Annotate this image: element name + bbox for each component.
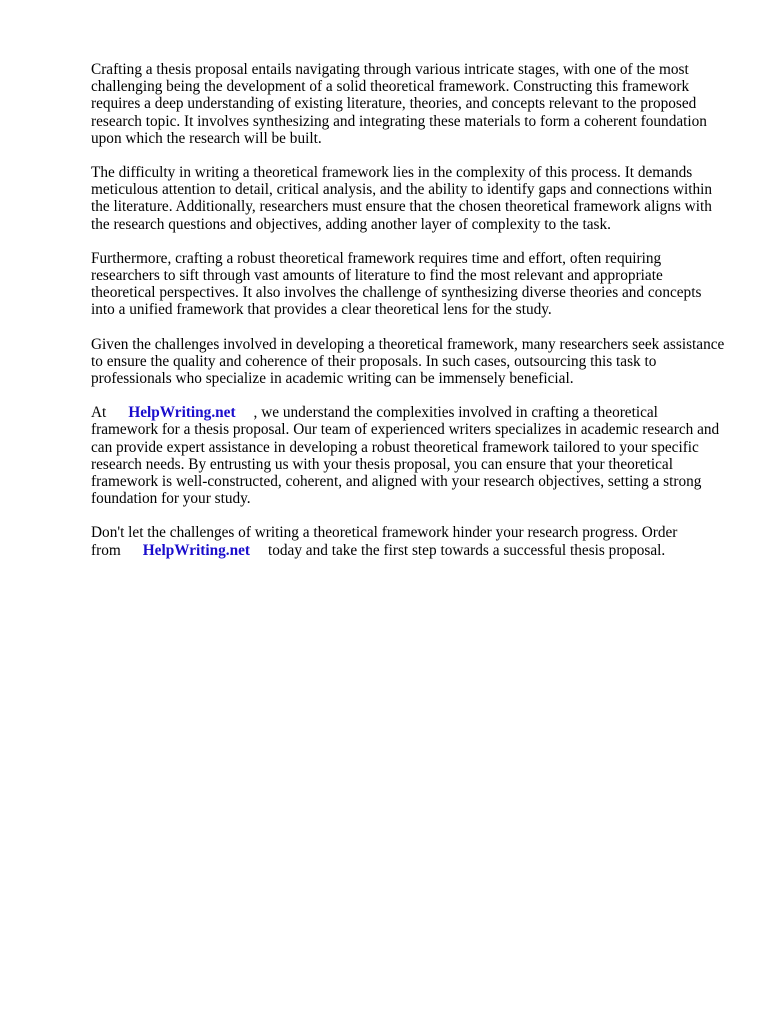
paragraph-5-lead: At xyxy=(91,404,107,422)
helpwriting-link[interactable]: HelpWriting.net xyxy=(128,404,236,422)
helpwriting-order-link[interactable]: HelpWriting.net xyxy=(142,541,250,559)
paragraph-4: Given the challenges involved in developing a theoretical framework, many researchers seek assistance to ensure the quality and coherence of their proposals. In such cases, outsourcing this task to professionals who specialize in academic writing can be immensely beneficial. xyxy=(91,335,725,388)
document-body xyxy=(91,61,727,576)
paragraph-1: Crafting a thesis proposal entails navigating through various intricate stages, with one of the most challenging being the development of a solid theoretical framework. Constructing this framework requires a deep understanding of existing literature, theories, and concepts relevant to the proposed research topic. It involves synthesizing and integrating these materials to form a coherent foundation upon which the research will be built. xyxy=(91,61,707,147)
paragraph-6-lead: Don't let the challenges of writing a theoretical framework hinder your research progress. Order from xyxy=(91,524,678,559)
paragraph-5-text: , we understand the complexities involved in crafting a theoretical framework for a thesis proposal. Our team of experienced writers specializes in academic research and can provide expert assistance in developing a robust theoretical framework tailored to your specific research needs. By entrusting us with your thesis proposal, you can ensure that your theoretical framework is well-constructed, coherent, and aligned with your research objectives, setting a strong foundation for your study. xyxy=(91,404,720,508)
paragraph-5 xyxy=(91,404,727,507)
paragraph-3: Furthermore, crafting a robust theoretical framework requires time and effort, often requiring researchers to sift through vast amounts of literature to find the most relevant and appropriate theoretical perspectives. It also involves the challenge of synthesizing diverse theories and concepts into a unified framework that provides a clear theoretical lens for the study. xyxy=(91,249,702,319)
paragraph-2: The difficulty in writing a theoretical framework lies in the complexity of this process. It demands meticulous attention to detail, critical analysis, and the ability to identify gaps and connections within the literature. Additionally, researchers must ensure that the chosen theoretical framework aligns with the research questions and objectives, adding another layer of complexity to the task. xyxy=(91,164,713,233)
paragraph-6 xyxy=(91,524,727,558)
paragraph-6-text: today and take the first step towards a successful thesis proposal. xyxy=(267,541,666,559)
